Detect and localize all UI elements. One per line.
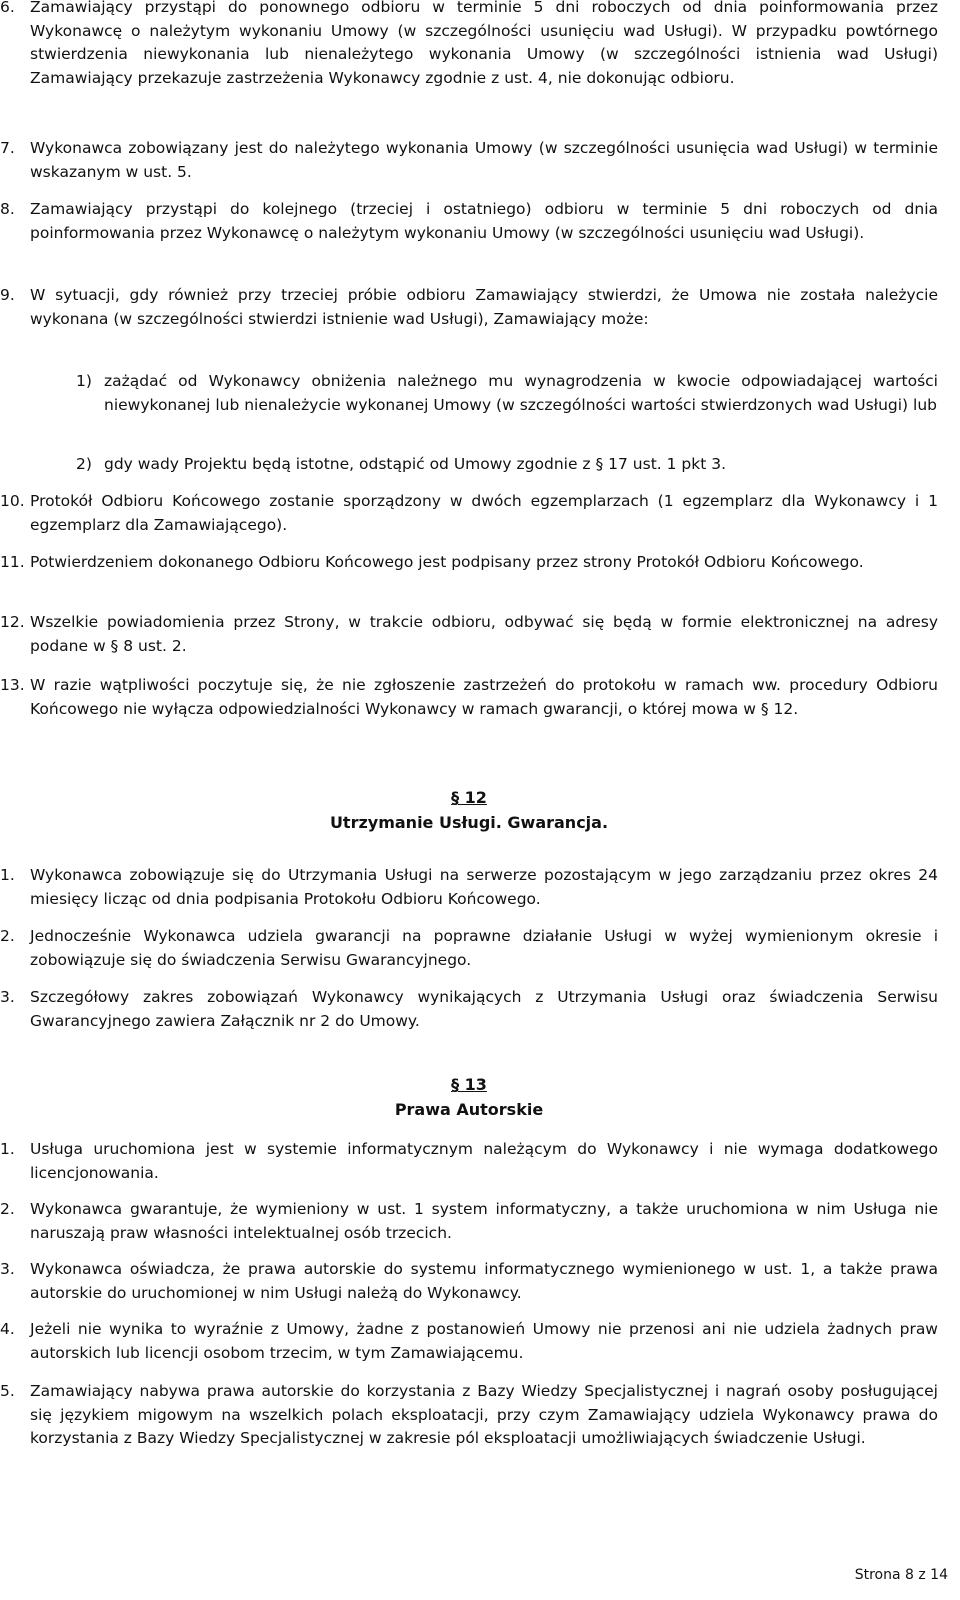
item-text: Usługa uruchomiona jest w systemie informatycznym należącym do Wykonawcy i nie wymaga dodatkowego licencjonowania. (30, 1140, 938, 1182)
item-text: W razie wątpliwości poczytuje się, że nie zgłoszenie zastrzeżeń do protokołu w ramach ww. procedury Odbioru Końcowego nie wyłącza odpowiedzialności Wykonawcy w ramach gwarancji, o której mowa w § 12. (30, 676, 938, 718)
item-number: 2. (0, 1200, 15, 1218)
item-text: Szczegółowy zakres zobowiązań Wykonawcy wynikających z Utrzymania Usługi oraz świadczenia Serwisu Gwarancyjnego zawiera Załącznik nr 2 do Umowy. (30, 988, 938, 1030)
item-text: Jeżeli nie wynika to wyraźnie z Umowy, żadne z postanowień Umowy nie przenosi ani nie udziela żadnych praw autorskich lub licencji osobom trzecim, w tym Zamawiającemu. (30, 1320, 938, 1362)
list-item (0, 0, 938, 90)
section-heading (0, 785, 938, 835)
item-number: 6. (0, 0, 15, 16)
section-symbol: § 12 (451, 788, 487, 807)
list-item (0, 284, 938, 331)
item-text: Jednocześnie Wykonawca udziela gwarancji na poprawne działanie Usługi w wyżej wymienionym okresie i zobowiązuje się do świadczenia Serwisu Gwarancyjnego. (30, 927, 938, 969)
page-number: Strona 8 z 14 (854, 1567, 948, 1583)
section-heading (0, 1072, 938, 1122)
item-number: 8. (0, 200, 15, 218)
sub-item-text: zażądać od Wykonawcy obniżenia należnego mu wynagrodzenia w kwocie odpowiadającej wartości niewykonanej lub nienależycie wykonanej Umowy (w szczególności wartości stwierdzonych wad Usługi) lub (104, 372, 938, 414)
list-item (0, 925, 938, 972)
section-title: Utrzymanie Usługi. Gwarancja. (329, 813, 609, 832)
sub-list-item (76, 453, 938, 477)
item-text: Wykonawca oświadcza, że prawa autorskie do systemu informatycznego wymienionego w ust. 1, a także prawa autorskie do uruchomionej w nim Usługi należą do Wykonawcy. (30, 1260, 938, 1302)
item-text: Wykonawca zobowiązuje się do Utrzymania Usługi na serwerze pozostającym w jego zarządzaniu przez okres 24 miesięcy licząc od dnia podpisania Protokołu Odbioru Końcowego. (30, 866, 938, 908)
item-text: Zamawiający przystąpi do ponownego odbioru w terminie 5 dni roboczych od dnia poinformowania przez Wykonawcę o należytym wykonaniu Umowy (w szczególności usunięciu wad Usługi). W przypadku powtórnego stwierdzenia niewykonania lub nienależytego wykonania Umowy (w szczególności istnienia wad Usługi) Zamawiający przekazuje zastrzeżenia Wykonawcy zgodnie z ust. 4, nie dokonując odbioru. (30, 0, 938, 87)
list-item (0, 986, 938, 1033)
list-item (0, 1258, 938, 1305)
item-number: 12. (0, 613, 25, 631)
item-text: Wykonawca gwarantuje, że wymieniony w ust. 1 system informatyczny, a także uruchomiona w nim Usługa nie naruszają praw własności intelektualnej osób trzecich. (30, 1200, 938, 1242)
list-item (0, 198, 938, 245)
list-item (0, 1380, 938, 1451)
sub-item-text: gdy wady Projektu będą istotne, odstąpić od Umowy zgodnie z § 17 ust. 1 pkt 3. (104, 455, 727, 473)
item-text: Protokół Odbioru Końcowego zostanie sporządzony w dwóch egzemplarzach (1 egzemplarz dla Wykonawcy i 1 egzemplarz dla Zamawiającego). (30, 492, 938, 534)
item-text: Zamawiający nabywa prawa autorskie do korzystania z Bazy Wiedzy Specjalistycznej i nagrań osoby posługującej się językiem migowym na wszelkich polach eksploatacji, przy czym Zamawiający udziela Wykonawcy prawa do korzystania z Bazy Wiedzy Specjalistycznej w zakresie pól eksploatacji umożliwiających świadczenie Usługi. (30, 1382, 938, 1447)
list-item (0, 1138, 938, 1185)
section-title: Prawa Autorskie (394, 1100, 544, 1119)
section-symbol: § 13 (451, 1075, 487, 1094)
item-number: 13. (0, 676, 25, 694)
item-number: 3. (0, 1260, 15, 1278)
item-number: 1. (0, 866, 15, 884)
sub-item-number: 1) (76, 372, 92, 390)
item-number: 4. (0, 1320, 15, 1338)
item-text: W sytuacji, gdy również przy trzeciej próbie odbioru Zamawiający stwierdzi, że Umowa nie została należycie wykonana (w szczególności stwierdzi istnienie wad Usługi), Zamawiający może: (30, 286, 938, 328)
list-item (0, 674, 938, 721)
item-number: 5. (0, 1382, 15, 1400)
item-number: 1. (0, 1140, 15, 1158)
list-item (0, 1198, 938, 1245)
item-text: Potwierdzeniem dokonanego Odbioru Końcowego jest podpisany przez strony Protokół Odbioru Końcowego. (30, 553, 864, 571)
item-number: 7. (0, 139, 15, 157)
sub-list-item (76, 370, 938, 417)
item-text: Wszelkie powiadomienia przez Strony, w trakcie odbioru, odbywać się będą w formie elektronicznej na adresy podane w § 8 ust. 2. (30, 613, 938, 655)
item-number: 2. (0, 927, 15, 945)
sub-item-number: 2) (76, 455, 92, 473)
list-item (0, 1318, 938, 1365)
list-item (0, 137, 938, 184)
item-number: 9. (0, 286, 15, 304)
item-text: Wykonawca zobowiązany jest do należytego wykonania Umowy (w szczególności usunięcia wad Usługi) w terminie wskazanym w ust. 5. (30, 139, 938, 181)
list-item (0, 551, 938, 575)
item-number: 11. (0, 553, 25, 571)
list-item (0, 864, 938, 911)
item-text: Zamawiający przystąpi do kolejnego (trzeciej i ostatniego) odbioru w terminie 5 dni roboczych od dnia poinformowania przez Wykonawcę o należytym wykonaniu Umowy (w szczególności usunięciu wad Usługi). (30, 200, 938, 242)
item-number: 3. (0, 988, 15, 1006)
item-number: 10. (0, 492, 25, 510)
list-item (0, 611, 938, 658)
list-item (0, 490, 938, 537)
